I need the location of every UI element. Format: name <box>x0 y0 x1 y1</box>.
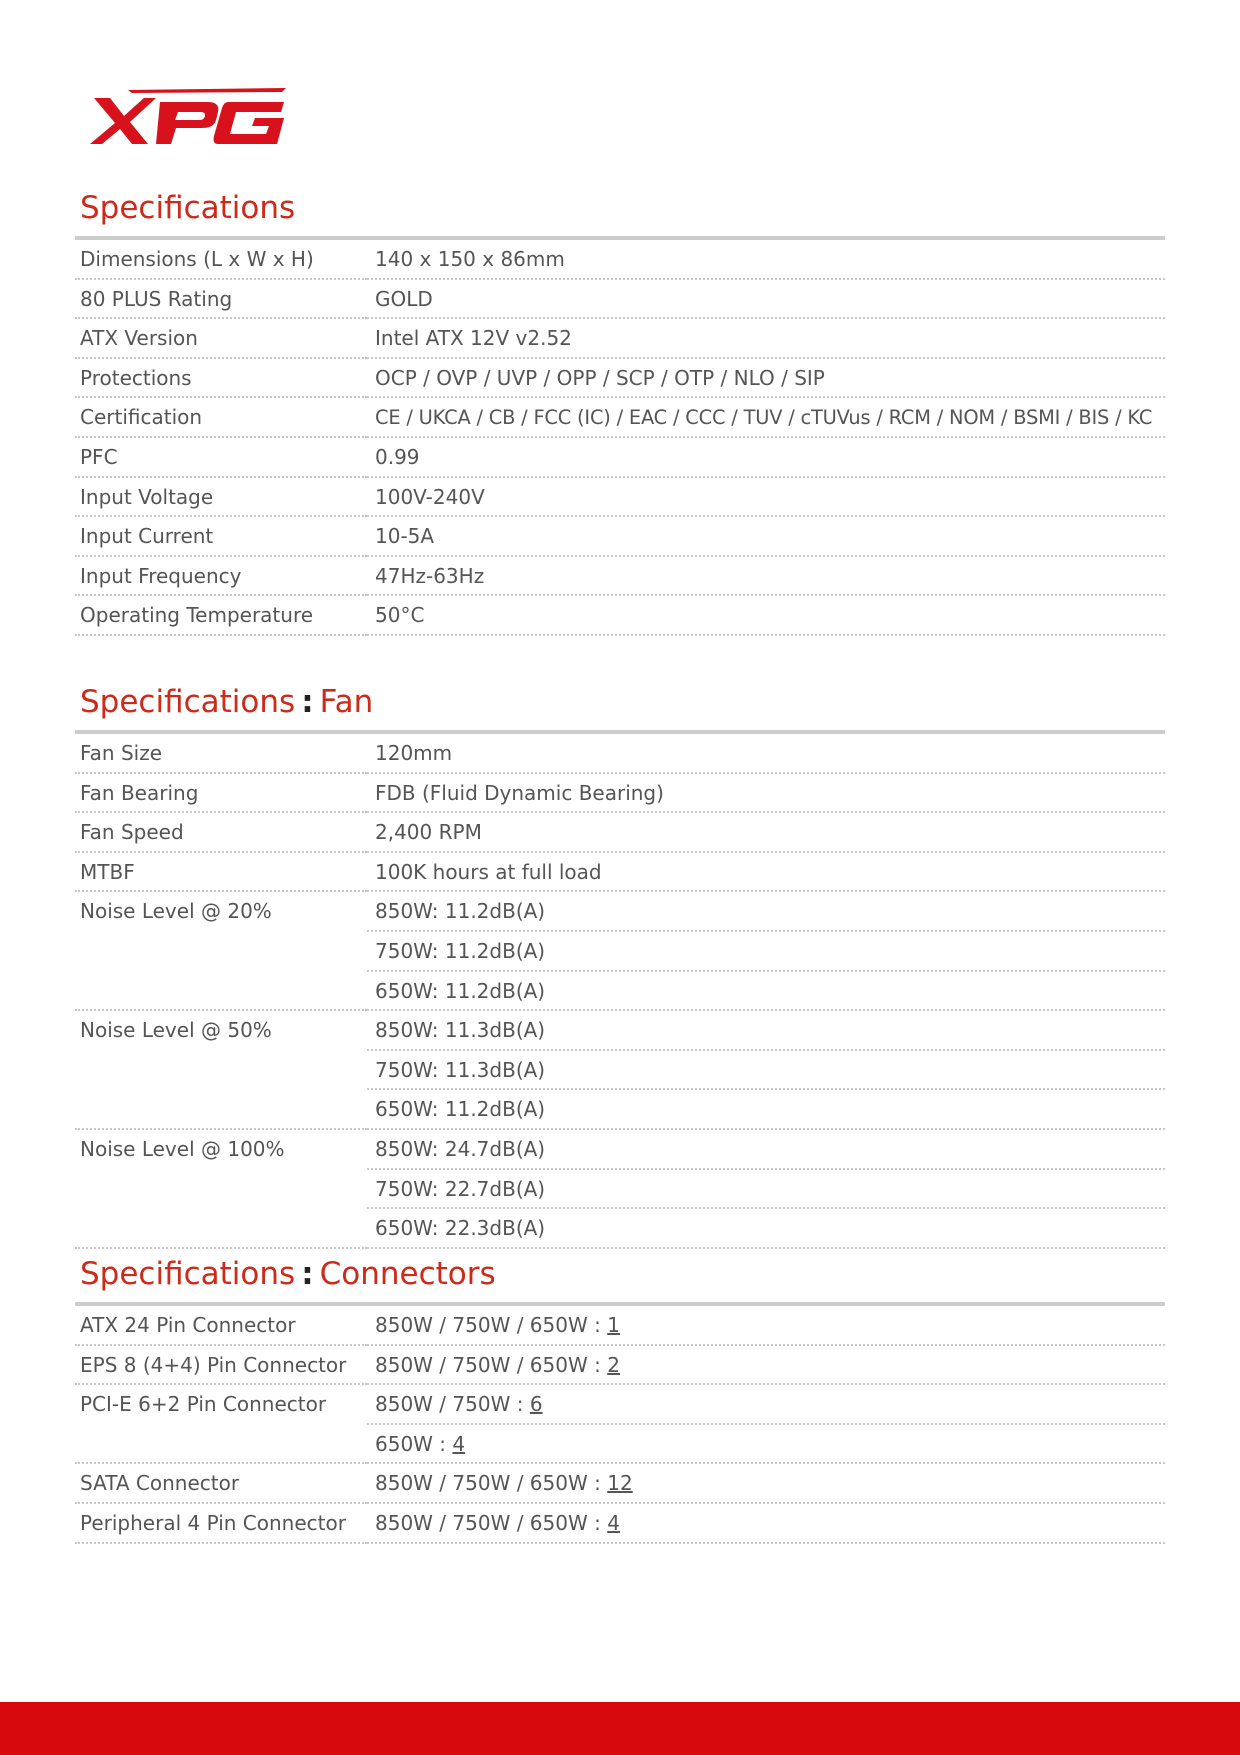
table-row <box>75 1425 1165 1465</box>
spec-value <box>367 1306 1165 1346</box>
xpg-logo <box>88 88 288 150</box>
spec-value: OCP / OVP / UVP / OPP / SCP / OTP / NLO / SIP <box>367 359 1165 399</box>
table-row <box>75 240 1165 280</box>
spec-label: Fan Bearing <box>75 774 367 814</box>
table-row <box>75 1209 1165 1249</box>
spec-label: Fan Speed <box>75 813 367 853</box>
table-row <box>75 438 1165 478</box>
spec-label: Peripheral 4 Pin Connector <box>75 1504 367 1544</box>
table-row <box>75 1504 1165 1544</box>
table-row <box>75 517 1165 557</box>
connector-output: 850W / 750W / 650W : <box>375 1471 608 1496</box>
section-title-text: Specifications <box>80 684 296 720</box>
spec-label: PCI-E 6+2 Pin Connector <box>80 1392 327 1417</box>
spec-value: 850W: 11.2dB(A) <box>367 892 1165 932</box>
spec-value <box>367 1346 1165 1386</box>
spec-label: Certification <box>75 398 367 438</box>
spec-label: Fan Size <box>75 734 367 774</box>
spec-value: FDB (Fluid Dynamic Bearing) <box>367 774 1165 814</box>
connector-output: 850W / 750W : <box>375 1392 530 1417</box>
spec-value: GOLD <box>367 280 1165 320</box>
spec-value: 650W: 11.2dB(A) <box>367 972 1165 1012</box>
fan-specifications-table <box>75 730 1165 1249</box>
table-row <box>75 734 1165 774</box>
spec-label: 80 PLUS Rating <box>75 280 367 320</box>
spec-value: 100V-240V <box>367 478 1165 518</box>
spec-value: 50°C <box>367 596 1165 636</box>
table-row <box>75 478 1165 518</box>
spec-label: Input Current <box>75 517 367 557</box>
section-title-subtext: Connectors <box>319 1256 496 1292</box>
table-row <box>75 319 1165 359</box>
spec-label <box>75 1090 367 1130</box>
table-row <box>75 596 1165 636</box>
spec-value: 850W: 24.7dB(A) <box>367 1130 1165 1170</box>
spec-label: EPS 8 (4+4) Pin Connector <box>75 1346 367 1386</box>
spec-value: 650W: 22.3dB(A) <box>367 1209 1165 1249</box>
section-title-fan <box>80 682 373 722</box>
section-title-specifications <box>80 188 295 228</box>
table-row <box>75 1346 1165 1386</box>
table-row <box>75 1306 1165 1346</box>
section-title-subtext: Fan <box>319 684 374 720</box>
spec-value: CE / UKCA / CB / FCC (IC) / EAC / CCC / TUV / cTUVus / RCM / NOM / BSMI / BIS / KC <box>367 398 1165 438</box>
spec-label: Operating Temperature <box>75 596 367 636</box>
connector-count: 2 <box>607 1352 620 1377</box>
spec-label: PFC <box>75 438 367 478</box>
spec-value: 140 x 150 x 86mm <box>367 240 1165 280</box>
spec-label: ATX 24 Pin Connector <box>75 1306 367 1346</box>
spec-value: 100K hours at full load <box>367 853 1165 893</box>
connector-output: 850W / 750W / 650W : <box>375 1313 608 1337</box>
spec-label <box>75 1209 367 1249</box>
section-title-colon: : <box>301 684 314 720</box>
spec-value <box>367 1425 1165 1465</box>
table-row <box>75 853 1165 893</box>
spec-label: Dimensions (L x W x H) <box>75 240 367 280</box>
spec-label <box>75 1170 367 1210</box>
spec-value: 0.99 <box>367 438 1165 478</box>
spec-label: SATA Connector <box>75 1464 367 1504</box>
spec-label: Noise Level @ 100% <box>80 1136 285 1161</box>
spec-label: Input Frequency <box>75 557 367 597</box>
table-row <box>75 1464 1165 1504</box>
spec-value <box>367 1504 1165 1544</box>
spec-label: MTBF <box>75 853 367 893</box>
spec-label <box>75 1051 367 1091</box>
table-row <box>75 557 1165 597</box>
table-row <box>75 1090 1165 1130</box>
table-row <box>75 774 1165 814</box>
spec-value: 850W: 11.3dB(A) <box>367 1011 1165 1051</box>
connectors-table <box>75 1302 1165 1544</box>
connector-count: 6 <box>529 1392 543 1417</box>
section-title-text: Specifications <box>80 190 296 226</box>
footer-bar <box>0 1702 1240 1755</box>
table-row <box>75 972 1165 1012</box>
table-row <box>75 280 1165 320</box>
table-row <box>75 892 1165 932</box>
spec-label: ATX Version <box>75 319 367 359</box>
spec-value: 750W: 11.3dB(A) <box>367 1051 1165 1091</box>
table-row <box>75 398 1165 438</box>
spec-value <box>367 1464 1165 1504</box>
specifications-table <box>75 236 1165 636</box>
connector-count: 1 <box>607 1313 620 1337</box>
table-row <box>75 359 1165 399</box>
spec-value <box>367 1385 1165 1425</box>
spec-label: Noise Level @ 50% <box>80 1018 272 1043</box>
spec-value: 47Hz-63Hz <box>367 557 1165 597</box>
connector-output: 850W / 750W / 650W : <box>375 1510 608 1535</box>
connector-count: 12 <box>607 1471 633 1496</box>
table-row <box>75 813 1165 853</box>
section-title-colon: : <box>301 1256 314 1292</box>
spec-label: Protections <box>75 359 367 399</box>
spec-label: Noise Level @ 20% <box>80 899 272 924</box>
table-row <box>75 932 1165 972</box>
table-row <box>75 1051 1165 1091</box>
spec-value: 650W: 11.2dB(A) <box>367 1090 1165 1130</box>
connector-count: 4 <box>607 1510 620 1535</box>
spec-label: Input Voltage <box>75 478 367 518</box>
table-row <box>75 1385 1165 1425</box>
connector-output: 850W / 750W / 650W : <box>375 1352 608 1377</box>
spec-value: 10-5A <box>367 517 1165 557</box>
spec-value: 750W: 11.2dB(A) <box>367 932 1165 972</box>
connector-count: 4 <box>452 1431 466 1456</box>
connector-output: 650W : <box>375 1431 453 1456</box>
spec-label <box>75 1425 367 1465</box>
section-title-connectors <box>80 1254 496 1294</box>
spec-value: Intel ATX 12V v2.52 <box>367 319 1165 359</box>
spec-value: 750W: 22.7dB(A) <box>367 1170 1165 1210</box>
table-row <box>75 1170 1165 1210</box>
table-row <box>75 1130 1165 1170</box>
spec-label <box>75 932 367 972</box>
spec-value: 2,400 RPM <box>367 813 1165 853</box>
spec-label <box>75 972 367 1012</box>
section-title-text: Specifications <box>80 1256 296 1292</box>
spec-value: 120mm <box>367 734 1165 774</box>
table-row <box>75 1011 1165 1051</box>
